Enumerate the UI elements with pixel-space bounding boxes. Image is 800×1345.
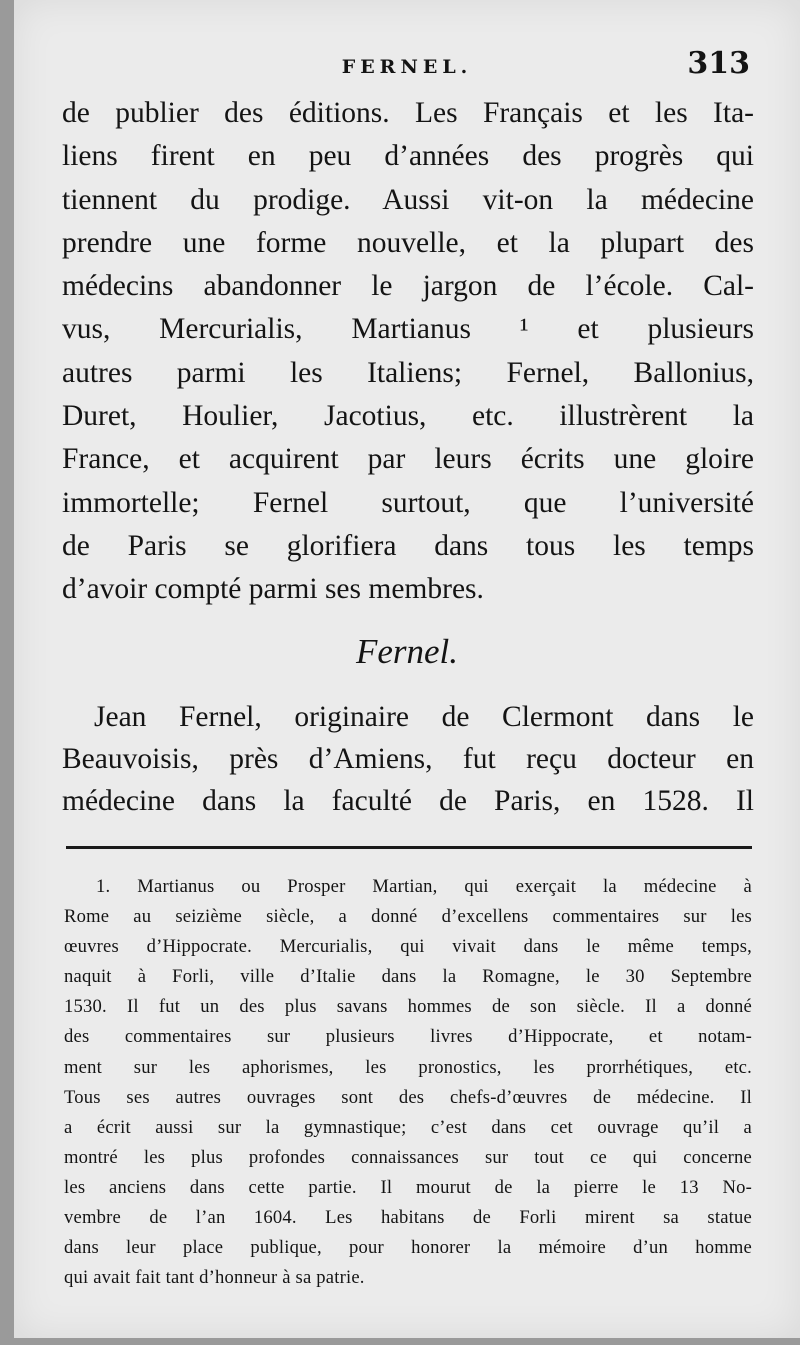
text-line: liens firent en peu d’années des progrès qui: [62, 140, 754, 173]
page-number: 313: [687, 46, 750, 81]
footnote-line: 1. Martianus ou Prosper Martian, qui exerçait la médecine à: [96, 876, 752, 897]
footnote-line: qui avait fait tant d’honneur à sa patrie.: [64, 1267, 365, 1289]
footnote-rule: [66, 846, 752, 849]
running-header: [14, 44, 800, 84]
text-line: de publier des éditions. Les Français et les Ita-: [62, 97, 754, 129]
footnote-line: Tous ses autres ouvrages sont des chefs-d’œuvres de médecine. Il: [64, 1086, 752, 1108]
book-page: [14, 0, 800, 1338]
text-line: immortelle; Fernel surtout, que l’université: [62, 486, 754, 519]
running-title: FERNEL.: [341, 56, 473, 78]
paragraph-continued: [62, 92, 754, 612]
text-line: vus, Mercurialis, Martianus ¹ et plusieurs: [62, 313, 754, 346]
text-line: autres parmi les Italiens; Fernel, Ballonius,: [62, 356, 754, 389]
paragraph-fernel: [62, 696, 754, 822]
text-line: de Paris se glorifiera dans tous les temps: [62, 529, 754, 562]
footnote-line: des commentaires sur plusieurs livres d’Hippocrate, et notam-: [64, 1026, 752, 1048]
section-heading: Fernel.: [355, 632, 459, 671]
footnote-line: montré les plus profondes connaissances sur tout ce qui concerne: [64, 1146, 752, 1168]
footnote-line: 1530. Il fut un des plus savans hommes de son siècle. Il a donné: [64, 996, 752, 1018]
text-line: Duret, Houlier, Jacotius, etc. illustrèrent la: [62, 400, 754, 433]
footnote-line: vembre de l’an 1604. Les habitans de Forli mirent sa statue: [64, 1207, 752, 1229]
footnote: [64, 872, 752, 1293]
text-line: France, et acquirent par leurs écrits une gloire: [62, 443, 754, 476]
text-line: d’avoir compté parmi ses membres.: [62, 573, 484, 606]
text-line: médecine dans la faculté de Paris, en 1528. Il: [62, 785, 754, 817]
footnote-line: œuvres d’Hippocrate. Mercurialis, qui vivait dans le même temps,: [64, 936, 752, 958]
text-line: médecins abandonner le jargon de l’école. Cal-: [62, 270, 754, 303]
footnote-line: a écrit aussi sur la gymnastique; c’est dans cet ouvrage qu’il a: [64, 1116, 752, 1138]
footnote-line: dans leur place publique, pour honorer la mémoire d’un homme: [64, 1237, 752, 1259]
text-line: Jean Fernel, originaire de Clermont dans le: [94, 701, 754, 733]
footnote-line: Rome au seizième siècle, a donné d’excellens commentaires sur les: [64, 906, 752, 928]
text-line: Beauvoisis, près d’Amiens, fut reçu docteur en: [62, 743, 754, 775]
footnote-line: ment sur les aphorismes, les pronostics, les prorrhétiques, etc.: [64, 1056, 752, 1078]
text-line: tiennent du prodige. Aussi vit-on la médecine: [62, 183, 754, 216]
footnote-line: naquit à Forli, ville d’Italie dans la Romagne, le 30 Septembre: [64, 966, 752, 988]
text-line: prendre une forme nouvelle, et la plupart des: [62, 226, 754, 259]
footnote-line: les anciens dans cette partie. Il mourut de la pierre le 13 No-: [64, 1176, 752, 1198]
